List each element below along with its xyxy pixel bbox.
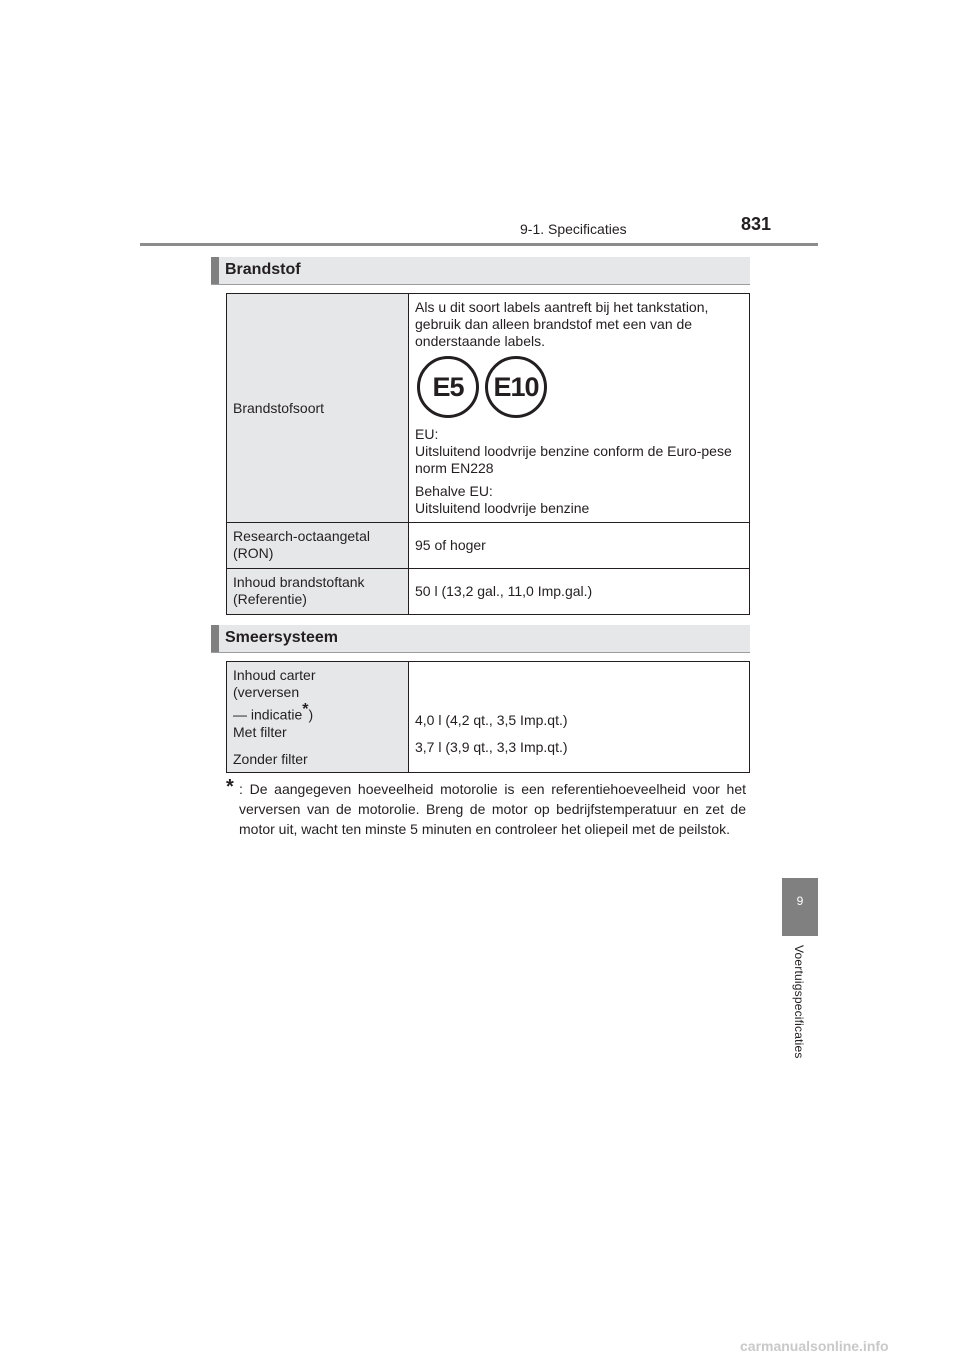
lubrication-spec-table — [226, 661, 750, 773]
oil-capacity-label — [227, 662, 409, 773]
heading-accent — [211, 257, 219, 284]
table-row — [227, 662, 750, 773]
table-row — [227, 569, 750, 615]
table-row — [227, 294, 750, 523]
non-eu-text: Uitsluitend loodvrije benzine — [415, 500, 590, 516]
eu-text: Uitsluitend loodvrije benzine conform de Euro-pese norm EN228 — [415, 443, 732, 476]
tank-capacity-label: Inhoud brandstoftank (Referentie) — [227, 569, 409, 615]
chapter-number-tab: 9 — [782, 878, 818, 936]
with-filter-label: Met filter — [233, 723, 287, 740]
fuel-section-heading — [211, 257, 750, 285]
oil-footnote — [226, 776, 746, 839]
fuel-spec-table — [226, 293, 750, 615]
non-eu-heading: Behalve EU: — [415, 483, 493, 499]
oil-capacity-label-line: Inhoud carter — [233, 667, 316, 683]
fuel-section-title: Brandstof — [225, 261, 301, 278]
indication-text: — indicatie — [233, 706, 303, 723]
e10-fuel-label: E10 — [485, 356, 547, 418]
fuel-label-list — [417, 356, 743, 418]
table-row — [227, 523, 750, 569]
footnote-marker: * — [302, 701, 309, 718]
without-filter-label: Zonder filter — [233, 750, 308, 767]
fuel-type-label: Brandstofsoort — [227, 294, 409, 523]
octane-label: Research-octaangetal (RON) — [227, 523, 409, 569]
indication-close: ) — [308, 706, 314, 723]
fuel-label-intro: Als u dit soort labels aantreft bij het tankstation, gebruik dan alleen brandstof met een van de onderstaande labels. — [415, 299, 709, 349]
chapter-title-tab: Voertuigspecificaties — [792, 945, 806, 1059]
header-divider — [140, 243, 818, 246]
e5-fuel-label: E5 — [417, 356, 479, 418]
watermark: carmanualsonline.info — [740, 1338, 889, 1354]
oil-capacity-label-line: (verversen — [233, 684, 300, 700]
oil-capacity-value — [409, 662, 750, 773]
lubrication-section-heading — [211, 625, 750, 653]
eu-heading: EU: — [415, 426, 439, 442]
without-filter-value: 3,7 l (3,9 qt., 3,3 Imp.qt.) — [415, 739, 568, 755]
oil-capacity-label-line — [233, 701, 402, 724]
footnote-star: * — [226, 776, 234, 798]
tank-capacity-value: 50 l (13,2 gal., 11,0 Imp.gal.) — [409, 569, 750, 615]
octane-value: 95 of hoger — [409, 523, 750, 569]
footnote-text: : De aangegeven hoeveelheid motorolie is een referentiehoeveelheid voor het verversen van de motorolie. Breng de motor op bedrijfstemperatuur en zet de motor uit, wacht ten minste 5 minuten en controleer het oliepeil met de peilstok. — [239, 781, 746, 837]
lubrication-section-title: Smeersysteem — [225, 629, 338, 646]
heading-accent — [211, 625, 219, 652]
section-title: 9-1. Specificaties — [520, 221, 627, 237]
page-number: 831 — [741, 214, 772, 234]
with-filter-value: 4,0 l (4,2 qt., 3,5 Imp.qt.) — [415, 712, 568, 728]
fuel-type-value — [409, 294, 750, 523]
